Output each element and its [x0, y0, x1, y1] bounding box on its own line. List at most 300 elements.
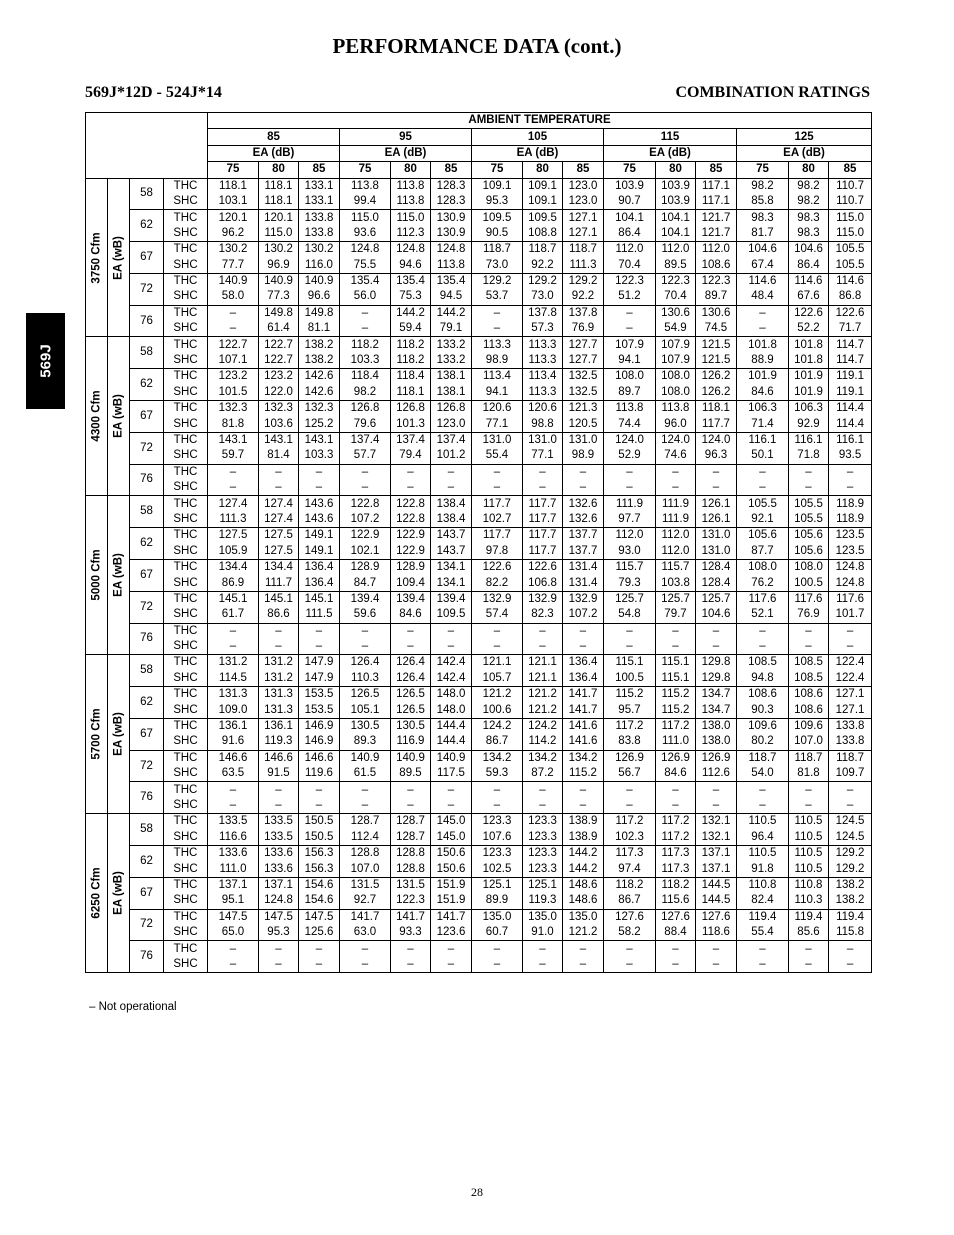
thc-value: – [391, 464, 431, 480]
shc-value: – [259, 480, 299, 496]
shc-value: 115.8 [829, 925, 872, 941]
shc-value: 59.3 [472, 766, 523, 782]
thc-label: THC [164, 655, 208, 671]
shc-value: – [340, 639, 391, 655]
shc-value: 138.1 [431, 385, 472, 401]
thc-value: – [737, 782, 789, 798]
shc-value: – [299, 480, 340, 496]
table-row [86, 337, 872, 353]
thc-value: – [299, 623, 340, 639]
shc-value: 99.4 [340, 194, 391, 210]
shc-value: 134.7 [696, 702, 737, 718]
shc-value: – [472, 321, 523, 337]
shc-value: 110.7 [829, 194, 872, 210]
shc-value: 110.5 [789, 830, 829, 846]
shc-value: 74.6 [656, 448, 696, 464]
thc-value: 106.3 [789, 401, 829, 417]
thc-value: 131.2 [259, 655, 299, 671]
thc-value: 127.1 [563, 210, 604, 226]
thc-value: 118.7 [523, 242, 563, 258]
ea-wb-label-text: EA (wB) [112, 394, 124, 439]
side-tab [26, 313, 65, 409]
cfm-label [86, 814, 108, 973]
thc-value: – [431, 941, 472, 957]
shc-label: SHC [164, 575, 208, 591]
shc-value: 107.2 [340, 512, 391, 528]
shc-value: 144.2 [563, 861, 604, 877]
shc-value: – [563, 798, 604, 814]
thc-value: 113.8 [340, 178, 391, 194]
shc-value: 60.7 [472, 925, 523, 941]
shc-value: 111.0 [208, 861, 259, 877]
shc-label: SHC [164, 353, 208, 369]
shc-value: 75.5 [340, 258, 391, 274]
thc-value: 115.1 [604, 655, 656, 671]
shc-value: 148.6 [563, 893, 604, 909]
thc-label: THC [164, 305, 208, 321]
thc-value: 146.6 [259, 750, 299, 766]
thc-value: 118.7 [789, 750, 829, 766]
shc-value: 89.7 [696, 289, 737, 305]
thc-value: – [472, 464, 523, 480]
table-row [86, 702, 872, 718]
table-row [86, 178, 872, 194]
shc-value: – [208, 957, 259, 973]
thc-value: 147.9 [299, 655, 340, 671]
shc-value: – [737, 957, 789, 973]
shc-value: 57.4 [472, 607, 523, 623]
thc-value: 154.6 [299, 877, 340, 893]
shc-value: 153.5 [299, 702, 340, 718]
db-value: 80 [523, 162, 563, 178]
shc-value: 81.4 [259, 448, 299, 464]
thc-label: THC [164, 814, 208, 830]
table-row [86, 782, 872, 798]
thc-value: – [259, 623, 299, 639]
thc-value: 134.7 [696, 687, 737, 703]
thc-value: 132.9 [523, 591, 563, 607]
shc-value: 127.4 [259, 512, 299, 528]
cfm-label-text: 5000 Cfm [90, 549, 102, 601]
shc-value: – [789, 639, 829, 655]
shc-value: – [696, 957, 737, 973]
thc-value: 117.7 [472, 496, 523, 512]
shc-value: 142.4 [431, 671, 472, 687]
thc-value: 132.5 [563, 369, 604, 385]
shc-value: 136.4 [563, 671, 604, 687]
thc-value: 136.4 [299, 559, 340, 575]
shc-value: – [563, 480, 604, 496]
table-row [86, 671, 872, 687]
side-tab-label: 569J [37, 344, 54, 378]
shc-value: 103.8 [656, 575, 696, 591]
thc-value: 128.3 [431, 178, 472, 194]
shc-value: 76.9 [789, 607, 829, 623]
thc-value: – [604, 782, 656, 798]
thc-value: 126.9 [604, 750, 656, 766]
thc-value: 128.4 [696, 559, 737, 575]
shc-value: 115.1 [656, 671, 696, 687]
shc-value: 119.3 [259, 734, 299, 750]
shc-value: – [523, 480, 563, 496]
shc-value: – [523, 639, 563, 655]
shc-value: – [696, 480, 737, 496]
shc-value: 149.1 [299, 544, 340, 560]
thc-value: 143.1 [299, 432, 340, 448]
thc-value: 112.0 [696, 242, 737, 258]
shc-value: – [656, 957, 696, 973]
wb-value: 72 [130, 591, 164, 623]
thc-label: THC [164, 559, 208, 575]
thc-value: 115.0 [391, 210, 431, 226]
shc-value: 87.7 [737, 544, 789, 560]
thc-value: 114.6 [789, 273, 829, 289]
thc-value: – [208, 623, 259, 639]
shc-value: 104.1 [656, 226, 696, 242]
thc-value: 124.8 [829, 559, 872, 575]
thc-value: 138.0 [696, 718, 737, 734]
ea-wb-label [108, 496, 130, 655]
thc-value: 140.9 [259, 273, 299, 289]
thc-value: 144.2 [391, 305, 431, 321]
shc-value: – [340, 480, 391, 496]
shc-value: 57.7 [340, 448, 391, 464]
table-row [86, 321, 872, 337]
shc-value: 103.1 [208, 194, 259, 210]
shc-value: 133.2 [431, 353, 472, 369]
shc-value: 143.6 [299, 512, 340, 528]
thc-value: – [391, 623, 431, 639]
shc-value: 108.8 [523, 226, 563, 242]
thc-value: – [340, 782, 391, 798]
shc-value: 81.8 [789, 766, 829, 782]
shc-value: 107.6 [472, 830, 523, 846]
thc-value: 104.1 [604, 210, 656, 226]
shc-value: 71.7 [829, 321, 872, 337]
thc-value: 108.0 [789, 559, 829, 575]
thc-value: 116.1 [829, 432, 872, 448]
shc-value: – [604, 639, 656, 655]
shc-value: 52.2 [789, 321, 829, 337]
shc-value: 77.7 [208, 258, 259, 274]
shc-value: 91.6 [208, 734, 259, 750]
wb-value: 58 [130, 337, 164, 369]
shc-value: – [604, 321, 656, 337]
shc-value: – [604, 480, 656, 496]
shc-value: 79.7 [656, 607, 696, 623]
thc-value: – [391, 782, 431, 798]
shc-value: 85.6 [789, 925, 829, 941]
thc-value: – [299, 941, 340, 957]
thc-value: 131.0 [563, 432, 604, 448]
thc-value: 117.6 [737, 591, 789, 607]
thc-value: 129.2 [523, 273, 563, 289]
table-row [86, 750, 872, 766]
thc-value: 130.2 [208, 242, 259, 258]
shc-value: 150.5 [299, 830, 340, 846]
shc-value: 61.5 [340, 766, 391, 782]
shc-value: 95.3 [472, 194, 523, 210]
ea-wb-label [108, 337, 130, 496]
thc-value: 131.0 [523, 432, 563, 448]
thc-value: – [829, 941, 872, 957]
thc-value: 146.9 [299, 718, 340, 734]
thc-value: – [656, 782, 696, 798]
thc-value: 108.5 [789, 655, 829, 671]
thc-value: 107.9 [604, 337, 656, 353]
thc-value: 131.2 [208, 655, 259, 671]
db-value: 85 [431, 162, 472, 178]
db-value: 85 [563, 162, 604, 178]
thc-value: 137.4 [431, 432, 472, 448]
thc-value: 128.9 [391, 559, 431, 575]
thc-value: 141.7 [431, 909, 472, 925]
shc-value: – [829, 480, 872, 496]
thc-value: 121.2 [523, 687, 563, 703]
shc-value: 70.4 [656, 289, 696, 305]
thc-value: 127.6 [696, 909, 737, 925]
shc-value: 114.2 [523, 734, 563, 750]
shc-value: 63.0 [340, 925, 391, 941]
table-row [86, 893, 872, 909]
shc-value: 101.2 [431, 448, 472, 464]
shc-value: 129.8 [696, 671, 737, 687]
shc-value: 118.2 [391, 353, 431, 369]
ea-wb-label [108, 814, 130, 973]
shc-value: 119.6 [299, 766, 340, 782]
thc-label: THC [164, 178, 208, 194]
thc-value: 132.3 [299, 401, 340, 417]
performance-table [85, 112, 872, 973]
table-row [86, 353, 872, 369]
shc-value: 89.3 [340, 734, 391, 750]
shc-value: 120.5 [563, 416, 604, 432]
shc-value: 122.8 [391, 512, 431, 528]
ea-db-label: EA (dB) [208, 145, 340, 161]
shc-value: 96.2 [208, 226, 259, 242]
shc-value: 131.2 [259, 671, 299, 687]
shc-label: SHC [164, 798, 208, 814]
thc-value: 130.2 [299, 242, 340, 258]
thc-value: 135.4 [340, 273, 391, 289]
thc-value: 108.5 [737, 655, 789, 671]
thc-value: 108.0 [604, 369, 656, 385]
shc-value: 116.6 [208, 830, 259, 846]
thc-value: 136.1 [259, 718, 299, 734]
shc-value: 108.0 [656, 385, 696, 401]
shc-value: 97.7 [604, 512, 656, 528]
table-row [86, 544, 872, 560]
thc-value: 137.1 [208, 877, 259, 893]
table-row [86, 401, 872, 417]
thc-value: 113.8 [391, 178, 431, 194]
shc-value: 114.4 [829, 416, 872, 432]
wb-value: 72 [130, 909, 164, 941]
shc-value: 103.6 [259, 416, 299, 432]
thc-value: – [340, 941, 391, 957]
shc-value: 117.3 [656, 861, 696, 877]
shc-value: 115.6 [656, 893, 696, 909]
shc-label: SHC [164, 830, 208, 846]
shc-value: – [737, 798, 789, 814]
thc-value: 126.9 [696, 750, 737, 766]
thc-value: 114.7 [829, 337, 872, 353]
table-row [86, 385, 872, 401]
shc-value: 111.7 [259, 575, 299, 591]
thc-value: 137.4 [340, 432, 391, 448]
shc-value: 54.8 [604, 607, 656, 623]
thc-value: – [299, 782, 340, 798]
thc-value: 130.6 [656, 305, 696, 321]
shc-value: – [299, 798, 340, 814]
thc-value: 133.6 [259, 845, 299, 861]
thc-value: 124.8 [431, 242, 472, 258]
thc-label: THC [164, 496, 208, 512]
table-row [86, 496, 872, 512]
shc-value: 116.9 [391, 734, 431, 750]
thc-value: 140.9 [340, 750, 391, 766]
thc-value: 136.4 [563, 655, 604, 671]
shc-value: – [431, 957, 472, 973]
shc-value: 94.6 [391, 258, 431, 274]
shc-value: 113.3 [523, 353, 563, 369]
db-value: 75 [208, 162, 259, 178]
thc-value: 118.7 [737, 750, 789, 766]
db-value: 80 [789, 162, 829, 178]
shc-value: 126.5 [391, 702, 431, 718]
thc-value: 109.5 [523, 210, 563, 226]
table-row [86, 305, 872, 321]
shc-value: 88.9 [737, 353, 789, 369]
thc-value: – [472, 305, 523, 321]
thc-value: 147.5 [259, 909, 299, 925]
shc-value: – [737, 321, 789, 337]
ea-wb-label [108, 655, 130, 814]
shc-value: 93.0 [604, 544, 656, 560]
shc-value: 81.1 [299, 321, 340, 337]
shc-value: – [340, 321, 391, 337]
thc-value: 112.0 [604, 528, 656, 544]
shc-value: 123.3 [523, 830, 563, 846]
shc-value: 111.5 [299, 607, 340, 623]
thc-label: THC [164, 273, 208, 289]
shc-value: 113.8 [431, 258, 472, 274]
shc-value: 130.9 [431, 226, 472, 242]
shc-value: – [656, 480, 696, 496]
ambient-temperature-header: AMBIENT TEMPERATURE [208, 113, 872, 129]
shc-value: – [340, 798, 391, 814]
thc-value: 104.6 [789, 242, 829, 258]
thc-value: 122.7 [208, 337, 259, 353]
shc-value: 138.9 [563, 830, 604, 846]
thc-value: 110.5 [789, 814, 829, 830]
thc-value: – [737, 623, 789, 639]
thc-value: 143.6 [299, 496, 340, 512]
shc-value: 131.0 [696, 544, 737, 560]
thc-value: 126.8 [340, 401, 391, 417]
thc-value: 138.2 [299, 337, 340, 353]
thc-label: THC [164, 877, 208, 893]
shc-value: 121.5 [696, 353, 737, 369]
shc-value: 127.1 [563, 226, 604, 242]
thc-value: 117.7 [523, 496, 563, 512]
thc-value: 135.4 [431, 273, 472, 289]
shc-label: SHC [164, 416, 208, 432]
shc-value: 119.3 [523, 893, 563, 909]
table-row [86, 480, 872, 496]
shc-label: SHC [164, 258, 208, 274]
thc-value: – [340, 623, 391, 639]
thc-value: 110.5 [789, 845, 829, 861]
thc-value: 101.8 [789, 337, 829, 353]
thc-value: 122.7 [259, 337, 299, 353]
thc-value: 98.3 [789, 210, 829, 226]
wb-value: 58 [130, 655, 164, 687]
thc-value: 117.2 [604, 814, 656, 830]
shc-value: 137.7 [563, 544, 604, 560]
header-corner [86, 113, 208, 179]
thc-value: 144.2 [563, 845, 604, 861]
shc-label: SHC [164, 544, 208, 560]
thc-value: 117.1 [696, 178, 737, 194]
shc-value: 86.4 [789, 258, 829, 274]
thc-value: 146.6 [299, 750, 340, 766]
shc-value: 96.0 [656, 416, 696, 432]
thc-value: – [523, 623, 563, 639]
shc-label: SHC [164, 957, 208, 973]
wb-value: 72 [130, 273, 164, 305]
thc-value: 121.7 [696, 210, 737, 226]
thc-value: 142.4 [431, 655, 472, 671]
shc-value: 55.4 [472, 448, 523, 464]
thc-value: – [789, 464, 829, 480]
thc-value: 139.4 [391, 591, 431, 607]
thc-value: 115.7 [604, 559, 656, 575]
thc-value: – [208, 782, 259, 798]
shc-value: 84.6 [737, 385, 789, 401]
thc-value: 131.3 [208, 687, 259, 703]
shc-value: 101.5 [208, 385, 259, 401]
shc-value: 147.9 [299, 671, 340, 687]
thc-value: 125.1 [472, 877, 523, 893]
thc-value: 128.8 [340, 845, 391, 861]
thc-value: 134.4 [208, 559, 259, 575]
shc-value: – [472, 639, 523, 655]
shc-value: 110.5 [789, 861, 829, 877]
shc-value: 132.6 [563, 512, 604, 528]
shc-value: 103.3 [299, 448, 340, 464]
thc-value: – [259, 464, 299, 480]
table-row [86, 845, 872, 861]
shc-value: 114.7 [829, 353, 872, 369]
thc-value: 118.1 [259, 178, 299, 194]
thc-value: 105.6 [737, 528, 789, 544]
shc-value: 123.5 [829, 544, 872, 560]
shc-value: 121.2 [563, 925, 604, 941]
thc-value: – [563, 623, 604, 639]
shc-value: 102.5 [472, 861, 523, 877]
thc-value: – [563, 782, 604, 798]
thc-value: – [737, 941, 789, 957]
shc-value: 101.7 [829, 607, 872, 623]
cfm-label-text: 4300 Cfm [90, 390, 102, 442]
thc-value: 141.7 [563, 687, 604, 703]
shc-value: 55.4 [737, 925, 789, 941]
thc-value: 121.2 [472, 687, 523, 703]
thc-value: 149.1 [299, 528, 340, 544]
table-row [86, 957, 872, 973]
thc-value: – [563, 941, 604, 957]
